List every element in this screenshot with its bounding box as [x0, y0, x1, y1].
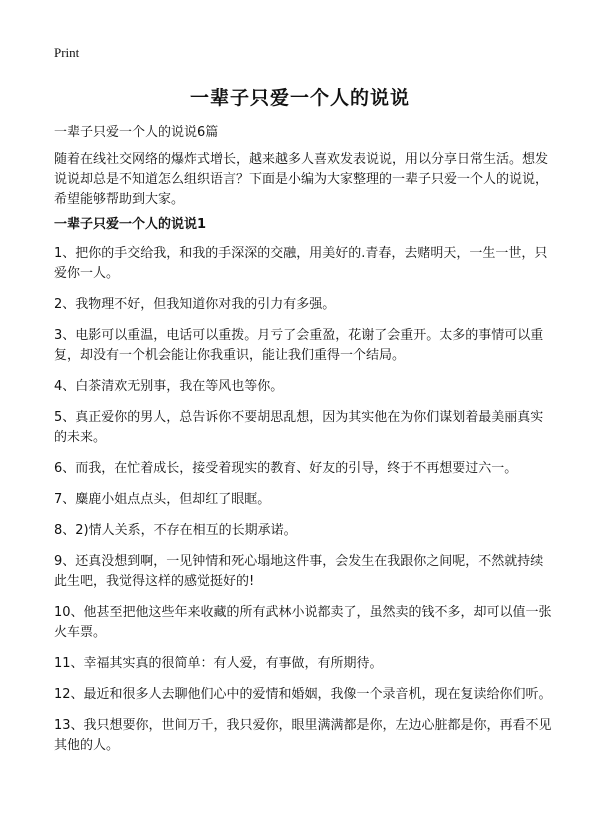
quote-item: 1、把你的手交给我，和我的手深深的交融，用美好的.青春，去赌明天，一生一世，只爱你一人。 [54, 246, 548, 281]
section-heading: 一辈子只爱一个人的说说1 [54, 217, 207, 232]
quote-item: 11、幸福其实真的很简单：有人爱，有事做，有所期待。 [54, 656, 383, 671]
quote-item: 5、真正爱你的男人，总告诉你不要胡思乱想，因为其实他在为你们谋划着最美丽真实的未来。 [54, 410, 544, 445]
document-subtitle: 一辈子只爱一个人的说说6篇 [54, 125, 219, 140]
page-title: 一辈子只爱一个人的说说 [189, 87, 410, 109]
quote-item: 4、白茶清欢无别事，我在等风也等你。 [54, 379, 284, 394]
quote-item: 10、他甚至把他这些年来收藏的所有武林小说都卖了，虽然卖的钱不多，却可以值一张火车票。 [54, 605, 552, 640]
quote-item: 9、还真没想到啊，一见钟情和死心塌地这件事，会发生在我跟你之间呢，不然就持续此生吧，我觉得这样的感觉挺好的! [54, 554, 544, 589]
print-link[interactable]: Print [54, 45, 80, 60]
quote-item: 7、麋鹿小姐点点头，但却红了眼眶。 [54, 492, 271, 507]
quote-item: 3、电影可以重温，电话可以重拨。月亏了会重盈，花谢了会重开。太多的事情可以重复，却没有一个机会能让你我重识，能让我们重得一个结局。 [54, 328, 544, 363]
intro-paragraph: 随着在线社交网络的爆炸式增长，越来越多人喜欢发表说说，用以分享日常生活。想发说说却总是不知道怎么组织语言？下面是小编为大家整理的一辈子只爱一个人的说说，希望能够帮助到大家。 [54, 152, 549, 207]
quote-item: 13、我只想要你，世间万千，我只爱你，眼里满满都是你，左边心脏都是你，再看不见其他的人。 [54, 718, 552, 753]
quote-item: 2、我物理不好，但我知道你对我的引力有多强。 [54, 297, 336, 312]
quote-item: 8、2)情人关系，不存在相互的长期承诺。 [54, 523, 297, 538]
quote-list [54, 244, 554, 767]
quote-item: 12、最近和很多人去聊他们心中的爱情和婚姻，我像一个录音机，现在复读给你们听。 [54, 687, 552, 702]
quote-item: 6、而我，在忙着成长，接受着现实的教育、好友的引导，终于不再想要过六一。 [54, 461, 518, 476]
